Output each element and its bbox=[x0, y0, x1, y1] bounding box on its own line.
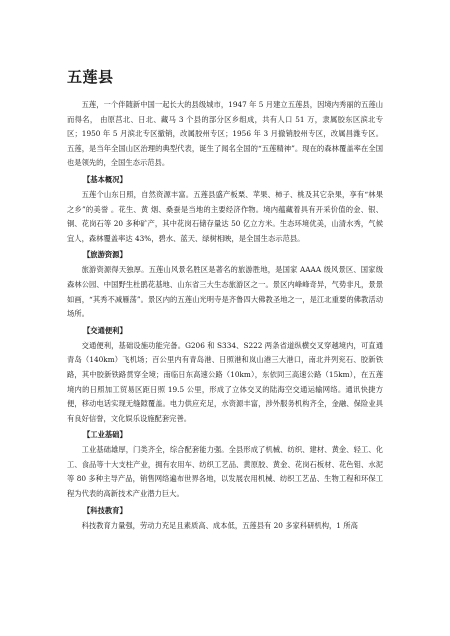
intro-paragraph: 五莲，一个伴随新中国一起长大的县级城市，1947 年 5 月建立五莲县，因境内秀丽的五莲山而得名， 由原莒北、日北、藏马 3 个县的部分区乡组成，共有人口 51 万，隶属胶东区滨北专区；1950 年 5 月滨北专区撤销，改属胶州专区；1956 年 3 月撤销胶州专区，改属昌潍专区。 五莲，是当年全国山区治理的典型代表，诞生了闻名全国的“五莲精神”。现在的森林覆盖率在全国也是领先的，全国生态示范县。 bbox=[67, 100, 383, 168]
section-heading-tourism: 【旅游资源】 bbox=[83, 250, 127, 260]
section-text-transport: 交通便利，基础设施功能完备。G206 和 S334、S222 两条省道纵横交叉穿越境内，可直通青岛（140km）飞机场；百公里内有青岛港、日照港和岚山港三大港口，南北并列兖石、胶新铁路，其中胶新铁路贯穿全境；南临日东高速公路（10km），东依同三高速公路（15km），在五莲境内的日照加工贸易区距日照 19.5 公里，形成了立体交叉的陆海空交通运输网络。通讯快捷方便，移动电话实现无缝隙覆盖。电力供应充足，水资源丰富，涉外服务机构齐全，金融、保险业具有良好信誉，文化娱乐设施配套完善。 bbox=[67, 340, 383, 423]
section-text-tourism: 旅游资源得天独厚。五莲山风景名胜区是著名的旅游胜地，是国家 AAAA 级风景区、国家级森林公园、中国野生杜鹃花基地、山东省三大生态旅游区之一。景区内峰峰奇异，气势非凡，景景如画，“其秀不减雁荡”。景区内的五莲山光明寺是齐鲁四大佛教圣地之一，是江北重要的佛教活动场所。 bbox=[67, 265, 383, 319]
section-heading-education: 【科技教育】 bbox=[83, 505, 127, 515]
section-heading-industry: 【工业基础】 bbox=[83, 430, 127, 440]
section-text-education: 科技教育力量强，劳动力充足且素质高、成本低，五莲县有 20 多家科研机构，1 所高 bbox=[81, 520, 358, 530]
document-body bbox=[67, 98, 383, 533]
section-heading-overview: 【基本概况】 bbox=[83, 174, 127, 184]
page-title: 五莲县 bbox=[67, 68, 114, 86]
section-text-industry: 工业基础雄厚，门类齐全，综合配套能力强。全县形成了机械、纺织、建材、黄金、轻工、化工、食品等十大支柱产业，拥有农用车、纺织工艺品、黄原胶、黄金、花岗石板材、花色钼、水泥等 80 多种主导产品，销售网络遍布世界各地，以发展农用机械、纺织工艺品、生物工程和环保工程为代表的高新技术产业潜力巨大。 bbox=[67, 445, 383, 499]
section-heading-transport: 【交通便利】 bbox=[83, 325, 127, 335]
section-text-overview: 五莲个山东日照，自然资源丰富。五莲县盛产板栗、苹果、柿子、桃及其它杂果，享有“林果之乡”的美誉 。花生、黄 烟、桑蚕是当地的主要经济作物。境内蕴藏着具有开采价值的金、银、铜、花岗石等 20 多种矿产，其中花岗石储存量达 50 亿立方米。生态环境优美，山清水秀，气候宜人，森林覆盖率达 43%，碧水、蓝天、绿树相映，是全国生态示范县。 bbox=[67, 189, 383, 243]
